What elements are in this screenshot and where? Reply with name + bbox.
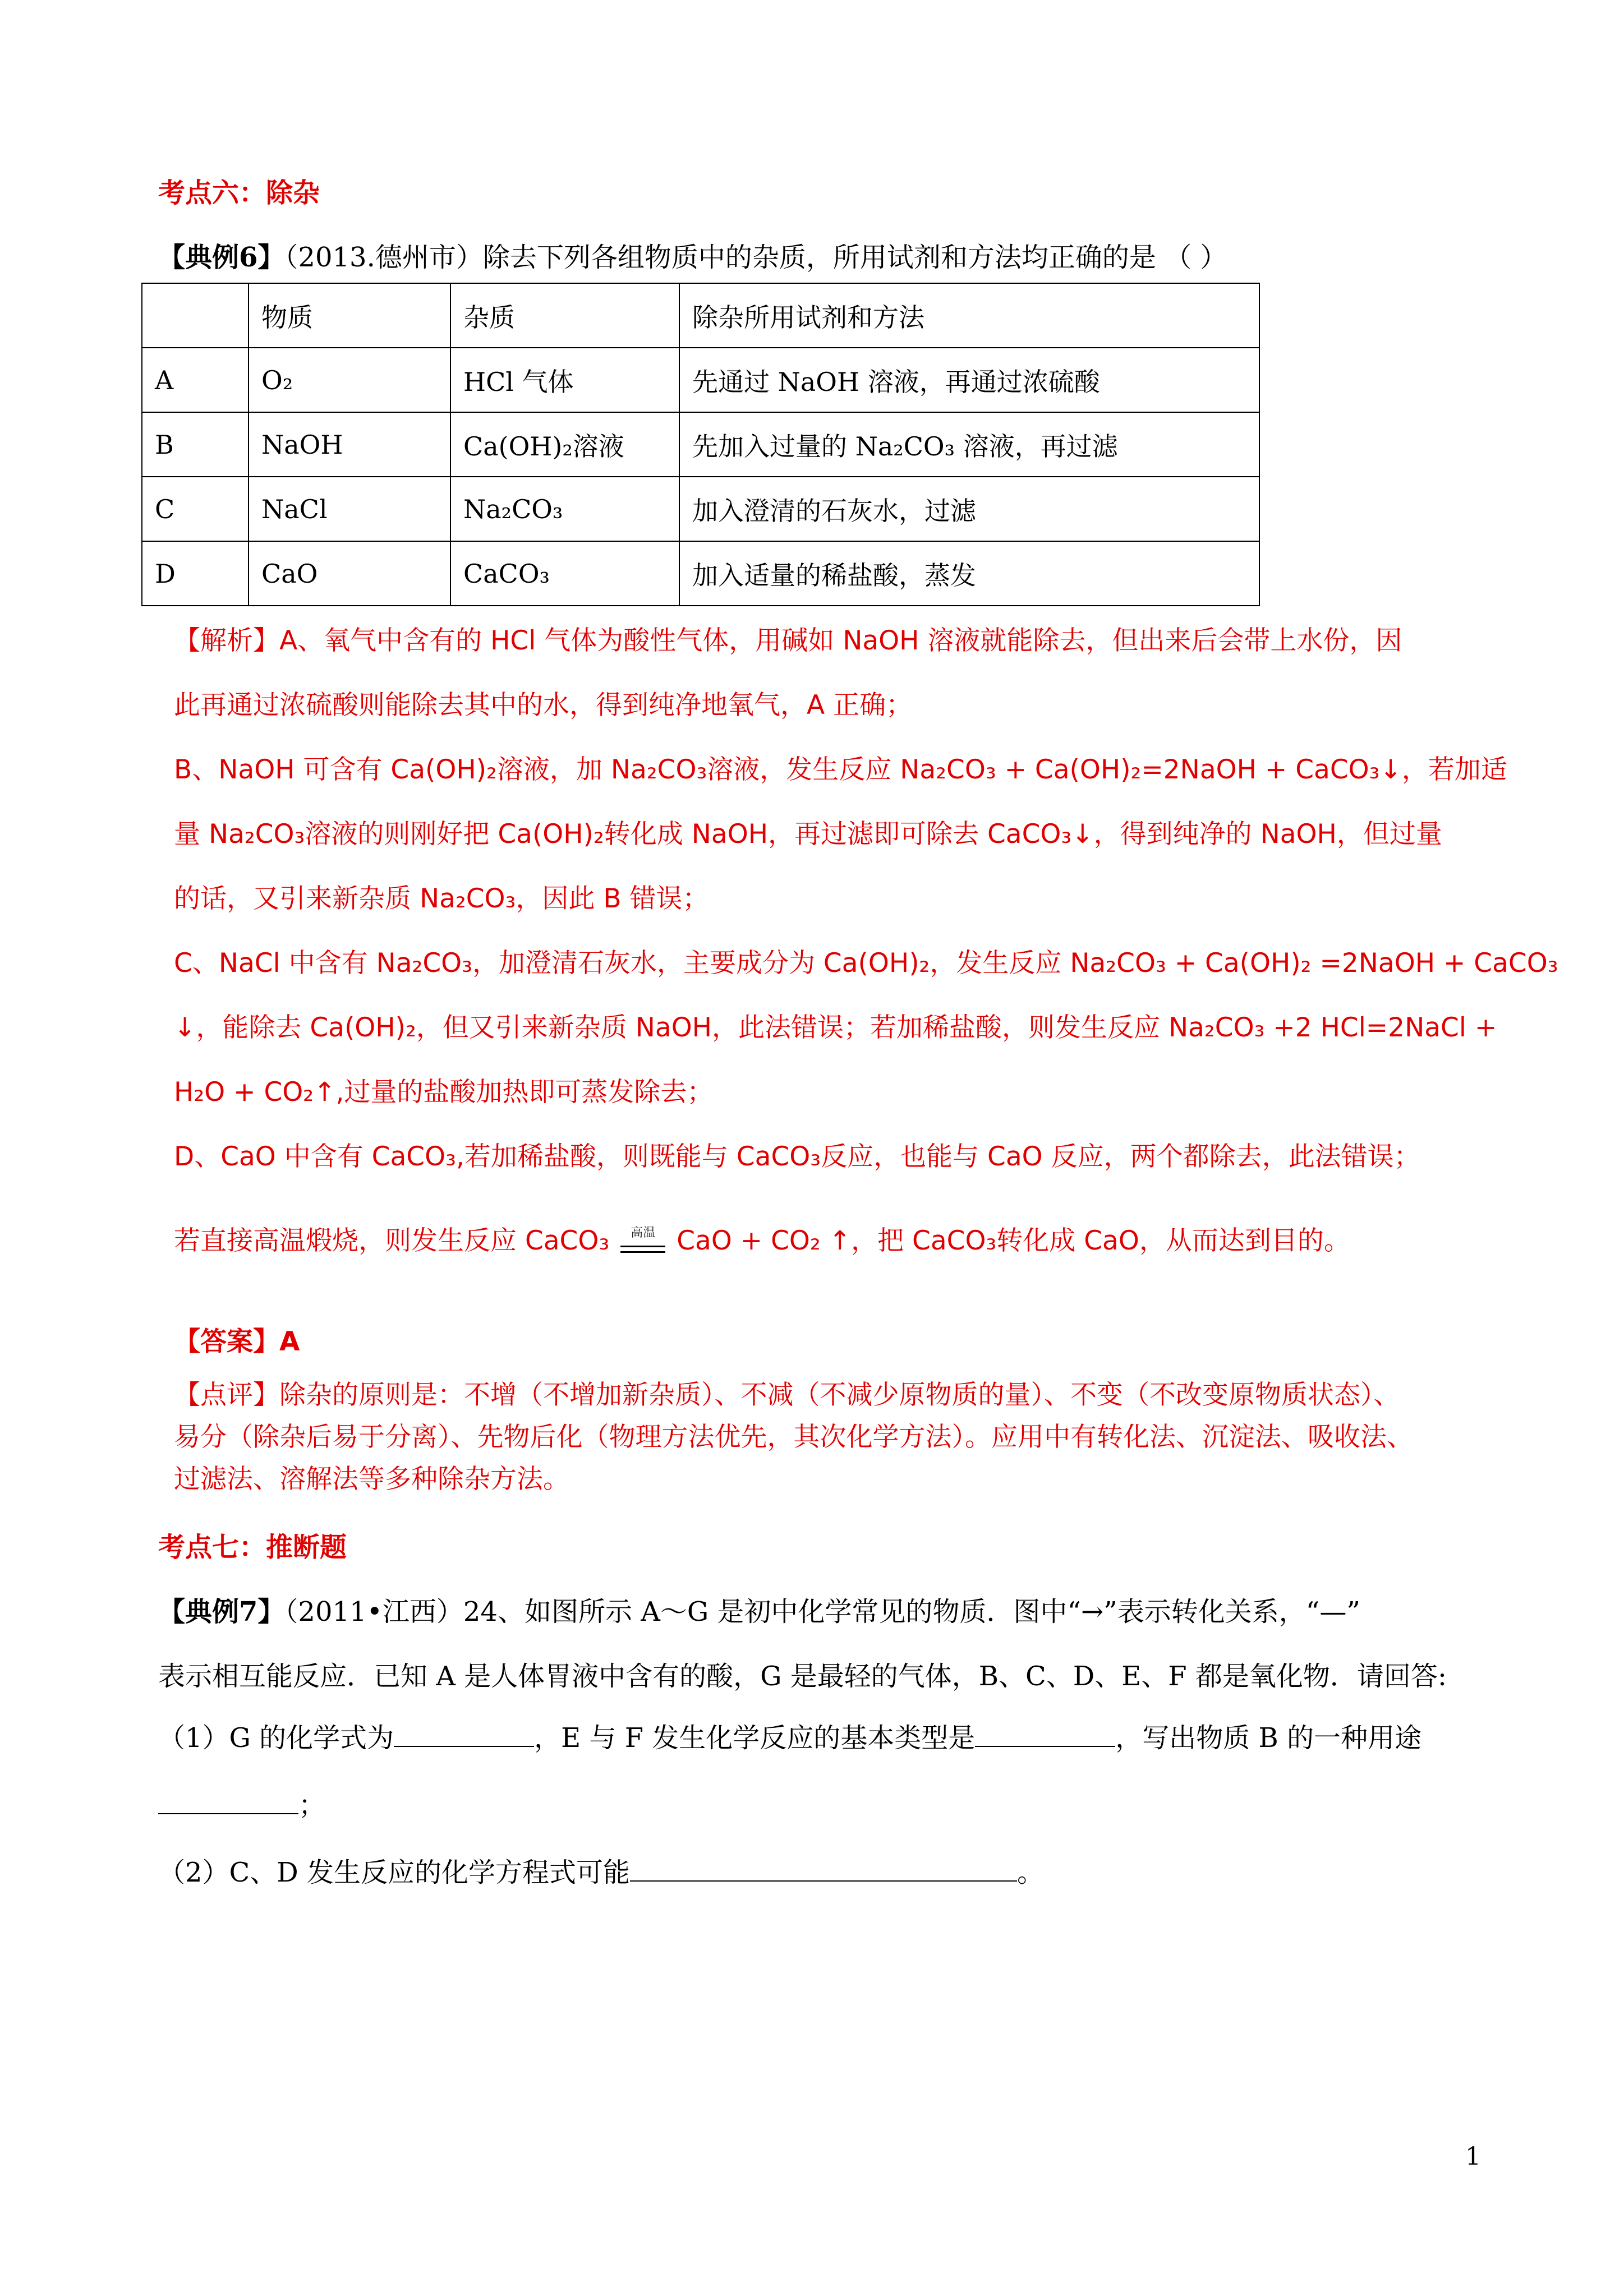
- analysis-line: 的话，又引来新杂质 Na₂CO₃，因此 B 错误；: [174, 883, 709, 914]
- analysis-line: B、NaOH 可含有 Ca(OH)₂溶液，加 Na₂CO₃溶液，发生反应 Na₂CO₃ + Ca(OH)₂=2NaOH + CaCO₃↓，若加适: [174, 754, 1507, 785]
- analysis-line: H₂O + CO₂↑,过量的盐酸加热即可蒸发除去；: [174, 1077, 714, 1108]
- equal-sign-line: [620, 1251, 665, 1253]
- example7-label: 【典例7】: [158, 1596, 285, 1628]
- table-cell: CaCO₃: [450, 541, 679, 606]
- reaction-condition: [620, 1223, 665, 1262]
- table-cell: 加入适量的稀盐酸，蒸发: [679, 541, 1259, 606]
- analysis-text: CaO + CO₂ ↑，把 CaCO₃转化成 CaO，从而达到目的。: [677, 1225, 1350, 1256]
- table-cell: Na₂CO₃: [450, 477, 679, 541]
- analysis-line: 此再通过浓硫酸则能除去其中的水，得到纯净地氧气，A 正确；: [174, 690, 913, 721]
- q1-text: （1）G 的化学式为: [158, 1722, 394, 1754]
- table-cell: NaOH: [249, 412, 450, 477]
- impurity-table: [141, 283, 1260, 606]
- example7-line2: 表示相互能反应．已知 A 是人体胃液中含有的酸，G 是最轻的气体，B、C、D、E、F 都是氧化物．请回答:: [158, 1661, 1447, 1692]
- table-row: [142, 412, 1259, 477]
- q1-text: ，E 与 F 发生化学反应的基本类型是: [534, 1722, 976, 1754]
- table-cell: Ca(OH)₂溶液: [450, 412, 679, 477]
- analysis-line: 量 Na₂CO₃溶液的则刚好把 Ca(OH)₂转化成 NaOH，再过滤即可除去 CaCO₃↓，得到纯净的 NaOH，但过量: [174, 819, 1442, 850]
- table-cell: 杂质: [450, 283, 679, 348]
- answer-value: A: [279, 1326, 300, 1357]
- example7-text: （2011•江西）24、如图所示 A～G 是初中化学常见的物质．图中“→”表示转化关系，“—”: [284, 1596, 1360, 1628]
- q2-text: （2）C、D 发生反应的化学方程式可能: [158, 1857, 631, 1888]
- example7-line1: [158, 1590, 1360, 1629]
- comment-line: 过滤法、溶解法等多种除杂方法。: [174, 1464, 569, 1495]
- section6-title: 考点六：除杂: [158, 177, 320, 209]
- table-cell: NaCl: [249, 477, 450, 541]
- answer-blank[interactable]: [158, 1791, 298, 1814]
- analysis-line: ↓，能除去 Ca(OH)₂，但又引来新杂质 NaOH，此法错误；若加稀盐酸，则发生反应 Na₂CO₃ +2 HCl=2NaCl +: [174, 1012, 1497, 1043]
- comment-line: 易分（除杂后易于分离）、先物后化（物理方法优先，其次化学方法）。应用中有转化法、沉淀法、吸收法、: [174, 1422, 1413, 1453]
- page-number: 1: [1465, 2142, 1481, 2171]
- table-cell: D: [142, 541, 249, 606]
- answer: [174, 1321, 300, 1358]
- answer-blank[interactable]: [975, 1723, 1115, 1747]
- table-row: [142, 477, 1259, 541]
- table-cell: B: [142, 412, 249, 477]
- q1-end: ；: [298, 1790, 326, 1821]
- answer-blank[interactable]: [394, 1723, 534, 1747]
- table-cell: [142, 283, 249, 348]
- table-row: [142, 283, 1259, 348]
- table-cell: C: [142, 477, 249, 541]
- condition-label: 高温: [631, 1225, 656, 1240]
- answer-label: 【答案】: [174, 1326, 279, 1357]
- section7-title: 考点七：推断题: [158, 1532, 347, 1563]
- table-row: [142, 541, 1259, 606]
- table-cell: 物质: [249, 283, 450, 348]
- analysis-last-line: [174, 1220, 1350, 1262]
- question-2: [158, 1851, 1044, 1889]
- table-cell: 加入澄清的石灰水，过滤: [679, 477, 1259, 541]
- equal-sign-line: [620, 1246, 665, 1247]
- table-cell: 先通过 NaOH 溶液，再通过浓硫酸: [679, 348, 1259, 412]
- analysis-line: 【解析】A、氧气中含有的 HCl 气体为酸性气体，用碱如 NaOH 溶液就能除去，但出来后会带上水份，因: [174, 625, 1402, 656]
- analysis-line: D、CaO 中含有 CaCO₃,若加稀盐酸，则既能与 CaCO₃反应，也能与 CaO 反应，两个都除去，此法错误；: [174, 1141, 1420, 1172]
- example6-text: （2013.德州市）除去下列各组物质中的杂质，所用试剂和方法均正确的是 （ ）: [284, 242, 1227, 273]
- analysis-text: 若直接高温煅烧，则发生反应 CaCO₃: [174, 1225, 610, 1256]
- table-cell: HCl 气体: [450, 348, 679, 412]
- answer-blank[interactable]: [630, 1858, 1017, 1882]
- example6-question: [158, 236, 1227, 274]
- table-cell: 先加入过量的 Na₂CO₃ 溶液，再过滤: [679, 412, 1259, 477]
- table-row: [142, 348, 1259, 412]
- question-1-cont: [158, 1783, 325, 1822]
- table-cell: O₂: [249, 348, 450, 412]
- q1-text: ，写出物质 B 的一种用途: [1115, 1722, 1422, 1754]
- analysis-line: C、NaCl 中含有 Na₂CO₃，加澄清石灰水，主要成分为 Ca(OH)₂，发生反应 Na₂CO₃ + Ca(OH)₂ =2NaOH + CaCO₃: [174, 948, 1558, 979]
- table-cell: CaO: [249, 541, 450, 606]
- table-cell: A: [142, 348, 249, 412]
- example6-label: 【典例6】: [158, 242, 285, 273]
- comment-line: 【点评】除杂的原则是：不增（不增加新杂质）、不减（不减少原物质的量）、不变（不改变原物质状态）、: [174, 1380, 1400, 1410]
- question-1: [158, 1716, 1421, 1755]
- table-cell: 除杂所用试剂和方法: [679, 283, 1259, 348]
- q2-end: 。: [1017, 1857, 1045, 1888]
